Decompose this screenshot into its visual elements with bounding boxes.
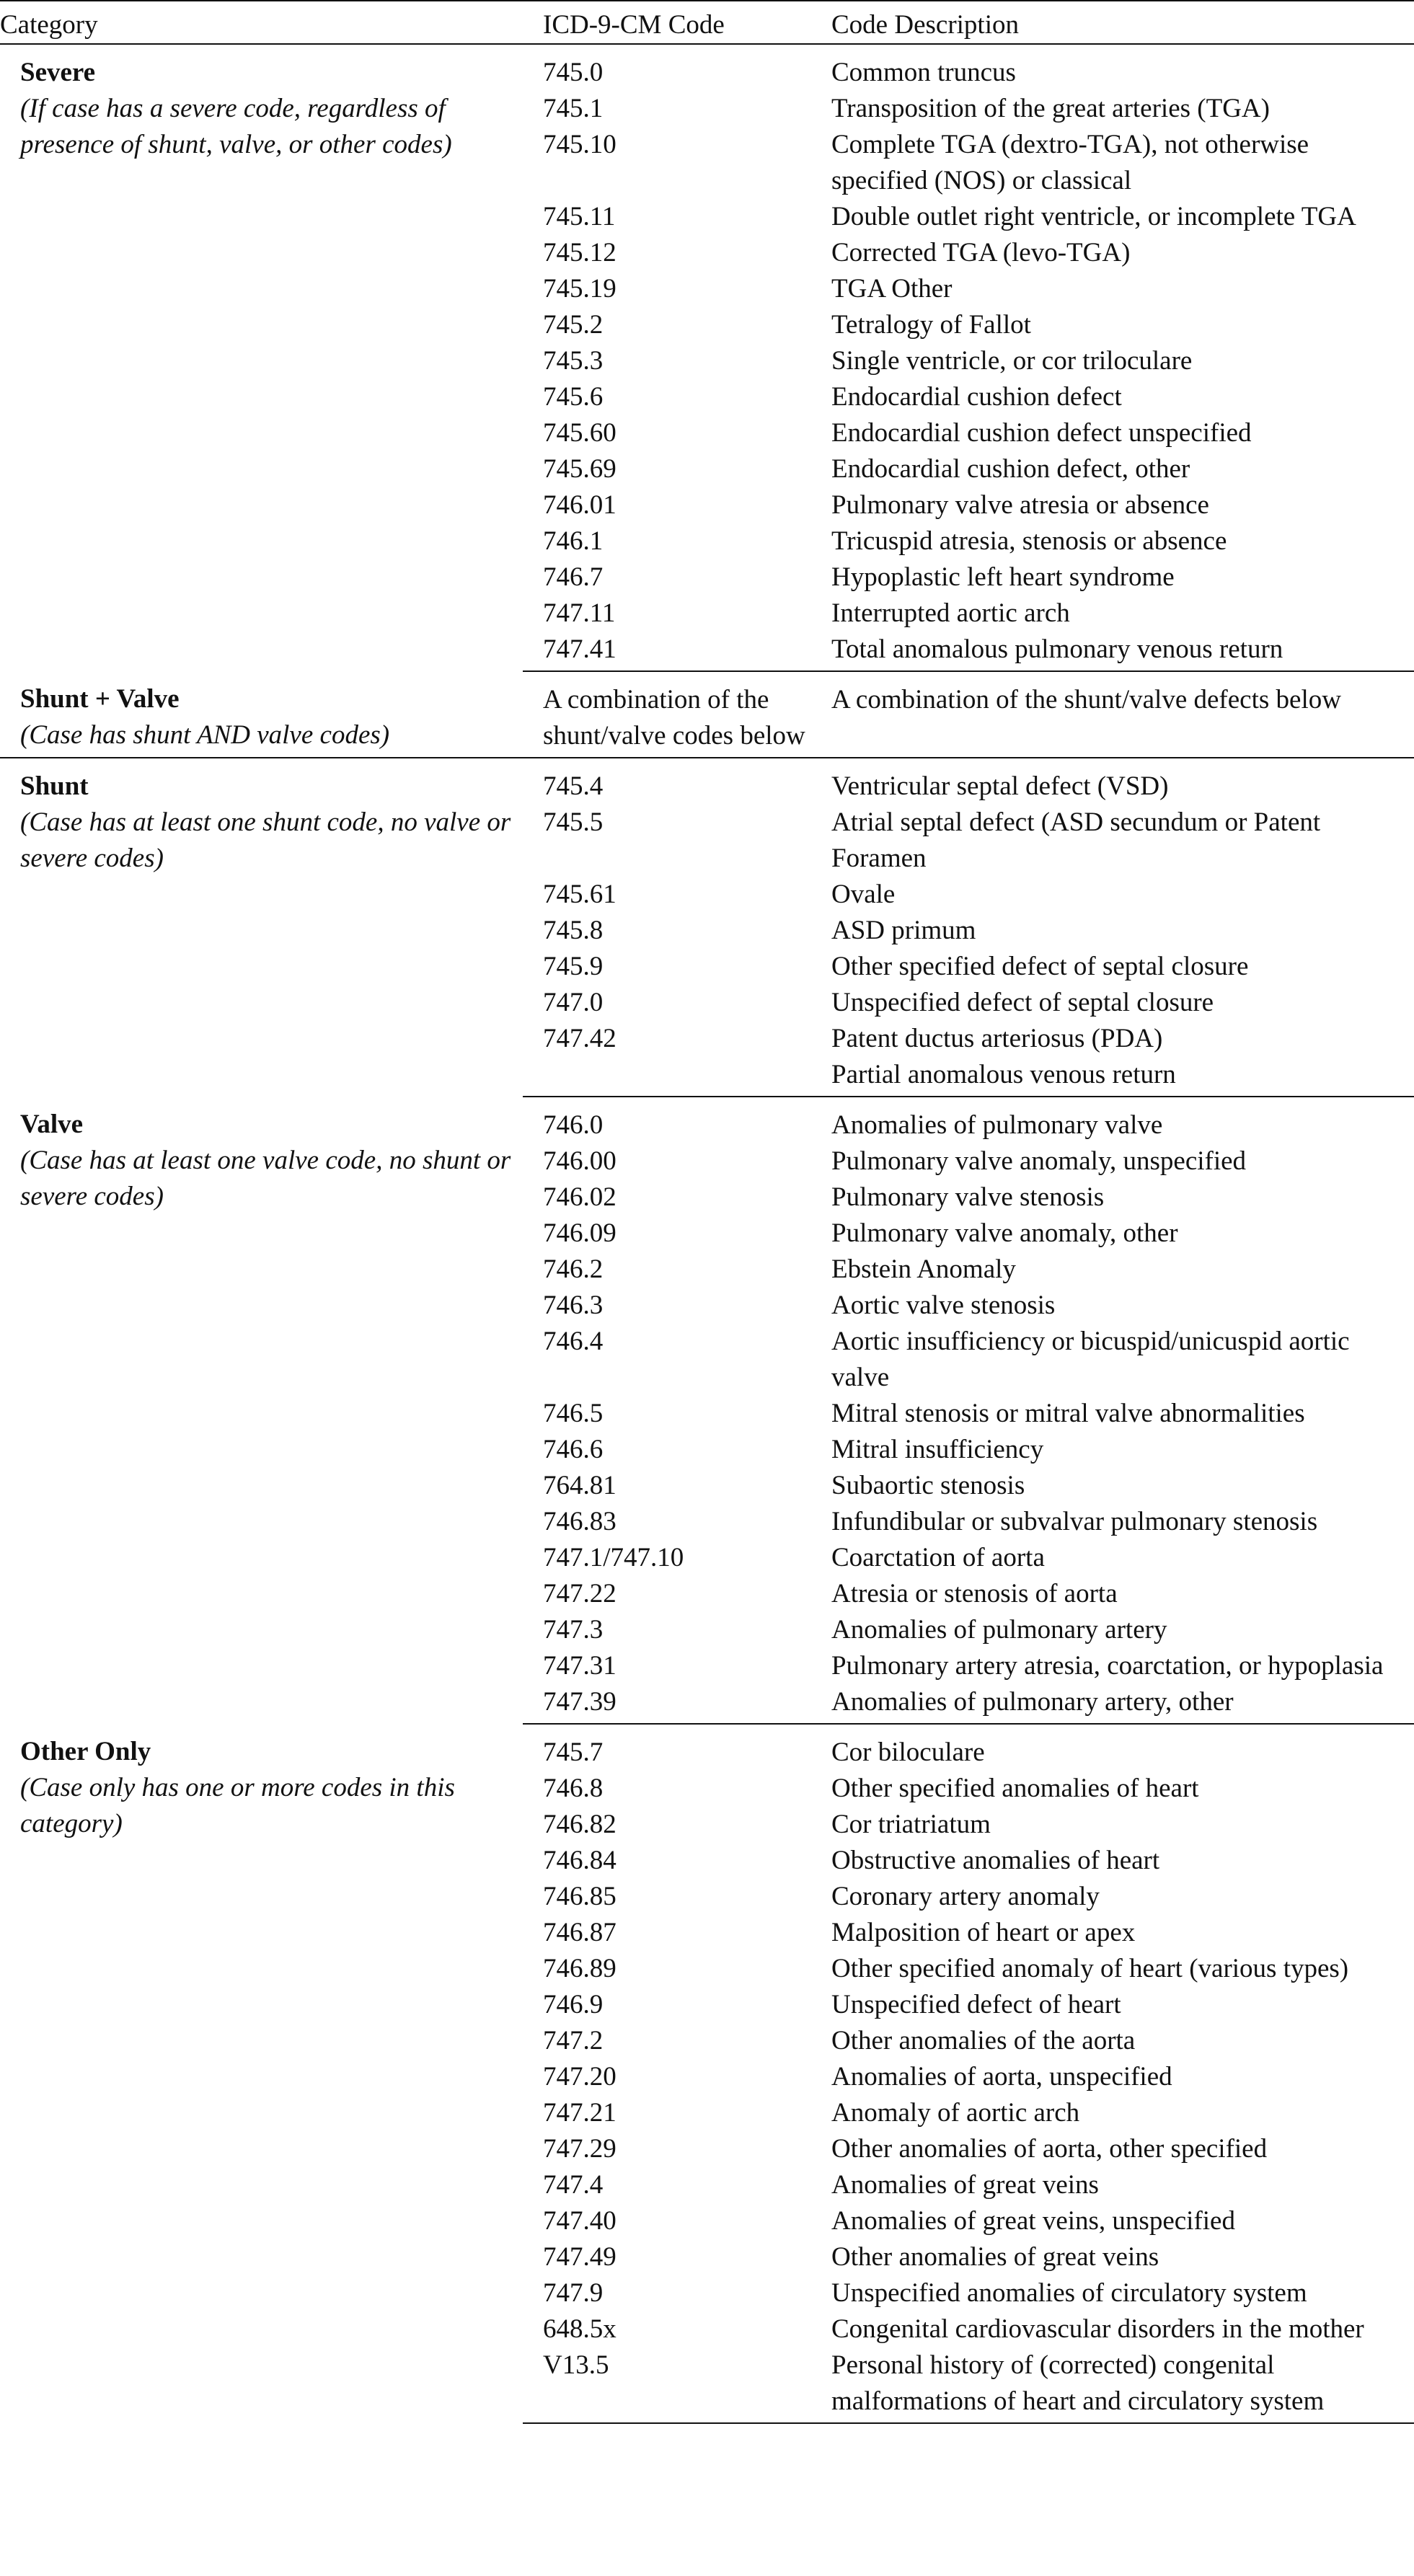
code-description-cell: Pulmonary artery atresia, coarctation, or hypoplasia (831, 1651, 1384, 1681)
icd-code-cell: A combination of the shunt/valve codes below (523, 671, 831, 758)
code-description-cell: Complete TGA (dextro-TGA), not otherwise specified (NOS) or classical (831, 130, 1309, 195)
icd-code-cell: 746.2 (543, 1254, 604, 1284)
category-note: (Case has at least one shunt code, no valve or severe codes) (20, 807, 511, 873)
icd-code-cell: 747.31 (543, 1651, 617, 1681)
icd-code-cell: 747.41 (523, 632, 831, 671)
code-description-cell: Anomalies of great veins (831, 2170, 1099, 2200)
icd-code-cell: 747.2 (543, 2026, 604, 2055)
code-description-cell: Interrupted aortic arch (831, 598, 1070, 628)
table-row (0, 1724, 1414, 1771)
category-name: Shunt (20, 771, 89, 801)
code-description-cell: Anomalies of aorta, unspecified (831, 2062, 1172, 2092)
category-note: (Case has shunt AND valve codes) (20, 720, 390, 750)
icd-code-cell: 747.49 (543, 2242, 617, 2272)
code-description-cell: Subaortic stenosis (831, 1471, 1025, 1500)
code-description-cell: Obstructive anomalies of heart (831, 1846, 1160, 1875)
code-description-cell: Anomaly of aortic arch (831, 2098, 1080, 2128)
code-description-cell: Coarctation of aorta (831, 1543, 1045, 1572)
icd-code-cell: 746.8 (543, 1774, 604, 1803)
icd-code-cell: 746.5 (543, 1399, 604, 1428)
table-row (0, 1097, 1414, 1143)
code-description-cell: Partial anomalous venous return (831, 1057, 1414, 1097)
code-description-cell: Ventricular septal defect (VSD) (831, 771, 1169, 801)
icd-code-cell: 746.02 (543, 1182, 617, 1212)
icd-code-cell: 747.40 (543, 2206, 617, 2236)
code-description-cell: Anomalies of pulmonary valve (831, 1110, 1163, 1140)
icd-code-cell: 746.1 (543, 526, 604, 556)
category-cell-shunt-valve (0, 671, 523, 758)
icd-code-cell: 747.9 (543, 2278, 604, 2308)
icd-code-cell (523, 1057, 831, 1097)
icd-code-cell: 745.60 (543, 418, 617, 448)
code-description-cell: Personal history of (corrected) congenital malformations of heart and circulatory system (831, 2347, 1414, 2423)
code-description-cell: Common truncus (831, 58, 1016, 87)
code-description-cell: Corrected TGA (levo-TGA) (831, 238, 1131, 267)
code-description-cell: Cor biloculare (831, 1738, 985, 1767)
icd-code-cell: 746.82 (543, 1810, 617, 1839)
code-description-cell: TGA Other (831, 274, 953, 304)
icd-code-cell: 745.9 (543, 952, 604, 981)
code-description-cell: Coronary artery anomaly (831, 1882, 1100, 1911)
code-description-cell: Pulmonary valve atresia or absence (831, 490, 1209, 520)
code-description-cell: ASD primum (831, 916, 976, 945)
icd-code-cell: 746.09 (543, 1218, 617, 1248)
code-description-cell: Pulmonary valve anomaly, unspecified (831, 1146, 1247, 1176)
category-note: (If case has a severe code, regardless of presence of shunt, valve, or other codes) (20, 94, 452, 159)
code-description-cell: Hypoplastic left heart syndrome (831, 562, 1175, 592)
icd-code-cell: 745.69 (543, 454, 617, 484)
code-description-cell: Anomalies of great veins, unspecified (831, 2206, 1235, 2236)
code-description-cell: Tricuspid atresia, stenosis or absence (831, 526, 1227, 556)
icd-code-cell: 746.4 (543, 1327, 604, 1356)
category-cell-shunt (0, 758, 523, 1097)
icd-code-cell: 745.8 (543, 916, 604, 945)
icd-code-cell: 745.12 (543, 238, 617, 267)
code-description-cell: Transposition of the great arteries (TGA) (831, 94, 1270, 123)
code-description-cell: Mitral stenosis or mitral valve abnormalities (831, 1399, 1305, 1428)
category-cell-other-only (0, 1724, 523, 2423)
code-description-cell: Pulmonary valve stenosis (831, 1182, 1105, 1212)
icd-code-cell: 747.39 (523, 1684, 831, 1724)
code-description-cell: Other anomalies of aorta, other specified (831, 2134, 1268, 2164)
code-description-cell: Other anomalies of great veins (831, 2242, 1159, 2272)
code-description-cell: Total anomalous pulmonary venous return (831, 632, 1414, 671)
icd-code-cell: 747.22 (543, 1579, 617, 1608)
code-description-cell: Atrial septal defect (ASD secundum or Patent Foramen (831, 807, 1321, 873)
code-description-cell: Endocardial cushion defect unspecified (831, 418, 1252, 448)
code-description-cell: Endocardial cushion defect (831, 382, 1122, 412)
code-description-cell: Atresia or stenosis of aorta (831, 1579, 1118, 1608)
table-header-row (0, 1, 1414, 44)
icd-code-cell: 746.83 (543, 1507, 617, 1536)
icd-code-cell: 747.0 (543, 988, 604, 1017)
icd-code-cell: 745.6 (543, 382, 604, 412)
table-row (0, 44, 1414, 91)
code-description-cell: Pulmonary valve anomaly, other (831, 1218, 1178, 1248)
icd-code-cell: 648.5x (543, 2314, 617, 2344)
code-description-cell: Other anomalies of the aorta (831, 2026, 1136, 2055)
icd-code-cell: 746.01 (543, 490, 617, 520)
icd-code-cell: 746.85 (543, 1882, 617, 1911)
icd-code-cell: 746.89 (543, 1954, 617, 1983)
icd-code-cell: 745.4 (543, 771, 604, 801)
code-description-cell: Unspecified defect of heart (831, 1990, 1121, 2019)
code-description-cell: Malposition of heart or apex (831, 1918, 1136, 1947)
code-description-cell: Tetralogy of Fallot (831, 310, 1031, 340)
icd-code-cell: 746.84 (543, 1846, 617, 1875)
category-name: Other Only (20, 1737, 151, 1766)
header-category: Category (0, 1, 523, 44)
code-description-cell: Anomalies of pulmonary artery, other (831, 1684, 1414, 1724)
icd-code-cell: 745.19 (543, 274, 617, 304)
icd-code-cell: 746.3 (543, 1291, 604, 1320)
icd-code-cell: 747.11 (543, 598, 616, 628)
code-description-cell: Other specified defect of septal closure (831, 952, 1249, 981)
code-description-cell: Double outlet right ventricle, or incomplete TGA (831, 202, 1356, 231)
icd-code-cell: 745.0 (543, 58, 604, 87)
code-description-cell: Congenital cardiovascular disorders in the mother (831, 2314, 1364, 2344)
code-description-cell: Ovale (831, 880, 896, 909)
icd-code-cell: 745.5 (543, 807, 604, 837)
category-note: (Case has at least one valve code, no shunt or severe codes) (20, 1146, 511, 1211)
icd-code-cell: 747.20 (543, 2062, 617, 2092)
code-description-cell: Mitral insufficiency (831, 1435, 1044, 1464)
icd-code-cell: 747.29 (543, 2134, 617, 2164)
code-description-cell: Other specified anomalies of heart (831, 1774, 1199, 1803)
code-description-cell: A combination of the shunt/valve defects below (831, 671, 1414, 758)
category-name: Valve (20, 1110, 84, 1139)
icd-code-cell: 745.2 (543, 310, 604, 340)
code-description-cell: Other specified anomaly of heart (various types) (831, 1954, 1349, 1983)
code-description-cell: Patent ductus arteriosus (PDA) (831, 1024, 1163, 1053)
header-icd-code: ICD-9-CM Code (523, 1, 831, 44)
icd-code-cell: 746.7 (543, 562, 604, 592)
icd-code-cell: 746.00 (543, 1146, 617, 1176)
icd-code-cell: 746.87 (543, 1918, 617, 1947)
code-description-cell: Infundibular or subvalvar pulmonary stenosis (831, 1507, 1318, 1536)
icd-code-cell: 745.11 (543, 202, 616, 231)
icd-code-cell: 745.61 (543, 880, 617, 909)
icd-code-cell: 746.0 (543, 1110, 604, 1140)
icd-code-cell: 745.10 (543, 130, 617, 159)
icd-code-cell: 747.21 (543, 2098, 617, 2128)
header-code-description: Code Description (831, 1, 1414, 44)
code-description-cell: Anomalies of pulmonary artery (831, 1615, 1167, 1645)
category-cell-severe (0, 44, 523, 671)
icd-code-cell: 747.1/747.10 (543, 1543, 684, 1572)
code-description-cell: Cor triatriatum (831, 1810, 991, 1839)
code-description-cell: Aortic valve stenosis (831, 1291, 1056, 1320)
category-name: Shunt + Valve (20, 684, 180, 714)
icd-code-cell: 745.7 (543, 1738, 604, 1767)
category-cell-valve (0, 1097, 523, 1724)
code-description-cell: Endocardial cushion defect, other (831, 454, 1190, 484)
icd-code-cell: 747.42 (543, 1024, 617, 1053)
icd-code-cell: 746.9 (543, 1990, 604, 2019)
icd-code-cell: 745.1 (543, 94, 604, 123)
code-description-cell: Unspecified defect of septal closure (831, 988, 1214, 1017)
icd-code-cell: 747.4 (543, 2170, 604, 2200)
code-description-cell: Ebstein Anomaly (831, 1254, 1016, 1284)
icd-code-cell: 746.6 (543, 1435, 604, 1464)
code-description-cell: Single ventricle, or cor triloculare (831, 346, 1193, 376)
code-description-cell: Unspecified anomalies of circulatory system (831, 2278, 1307, 2308)
icd-code-cell: 745.3 (543, 346, 604, 376)
table-body (0, 44, 1414, 2423)
category-name: Severe (20, 58, 96, 87)
table-row (0, 671, 1414, 758)
icd-code-cell: 764.81 (543, 1471, 617, 1500)
category-note: (Case only has one or more codes in this category) (20, 1773, 455, 1838)
icd-code-cell: 747.3 (543, 1615, 604, 1645)
table-row (0, 758, 1414, 805)
code-description-cell: Aortic insufficiency or bicuspid/unicuspid aortic valve (831, 1327, 1350, 1392)
icd-code-cell: V13.5 (523, 2347, 831, 2423)
